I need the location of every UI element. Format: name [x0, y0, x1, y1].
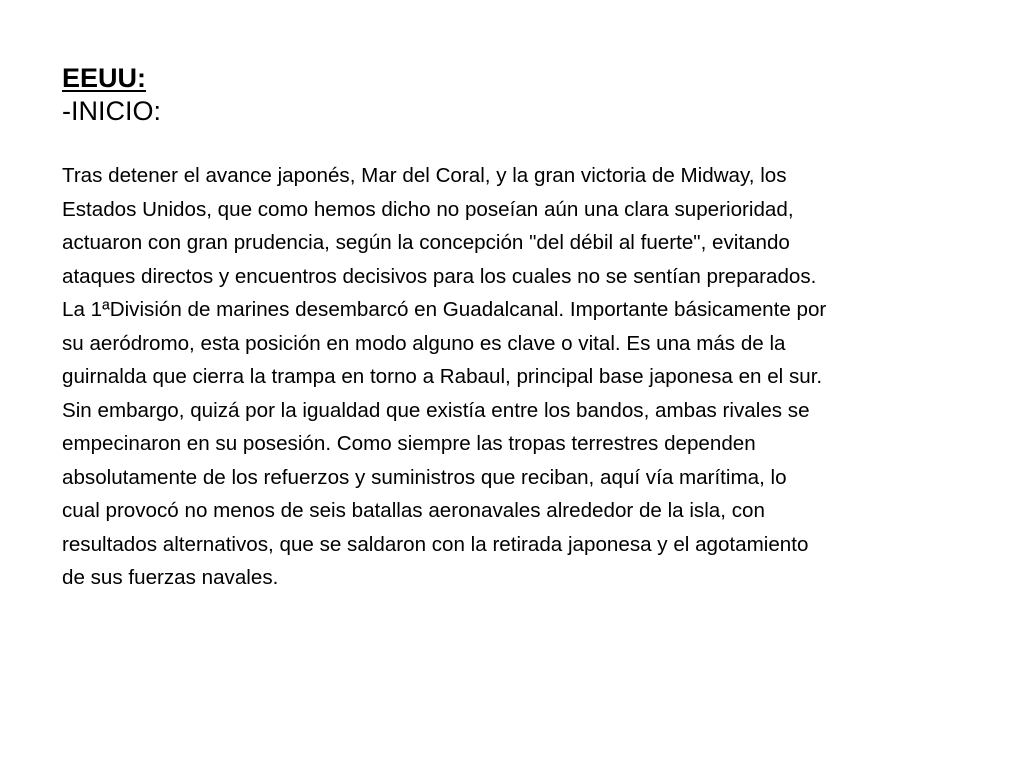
- body-line: guirnalda que cierra la trampa en torno a Rabaul, principal base japonesa en el sur.: [62, 365, 823, 388]
- body-line: de sus fuerzas navales.: [62, 566, 279, 589]
- body-line: absolutamente de los refuerzos y suministros que reciban, aquí vía marítima, lo: [62, 465, 787, 489]
- body-line: resultados alternativos, que se saldaron con la retirada japonesa y el agotamiento: [62, 532, 809, 556]
- body-line: La 1ªDivisión de marines desembarcó en Guadalcanal. Importante básicamente por: [62, 298, 827, 321]
- body-line: empecinaron en su posesión. Como siempre las tropas terrestres dependen: [62, 432, 756, 455]
- slide-content: [62, 62, 982, 595]
- body-line: Tras detener el avance japonés, Mar del Coral, y la gran victoria de Midway, los: [62, 164, 787, 187]
- slide-title: EEUU:: [62, 63, 147, 93]
- slide-subtitle: -INICIO:: [62, 96, 161, 126]
- body-line: actuaron con gran prudencia, según la concepción "del débil al fuerte", evitando: [62, 231, 790, 254]
- body-line: su aeródromo, esta posición en modo alguno es clave o vital. Es una más de la: [62, 331, 786, 355]
- body-line: Sin embargo, quizá por la igualdad que existía entre los bandos, ambas rivales se: [62, 398, 810, 422]
- body-paragraph: [62, 128, 982, 595]
- body-line: cual provocó no menos de seis batallas aeronavales alrededor de la isla, con: [62, 499, 765, 522]
- body-line: Estados Unidos, que como hemos dicho no poseían aún una clara superioridad,: [62, 197, 794, 221]
- body-line: ataques directos y encuentros decisivos para los cuales no se sentían preparados.: [62, 264, 817, 288]
